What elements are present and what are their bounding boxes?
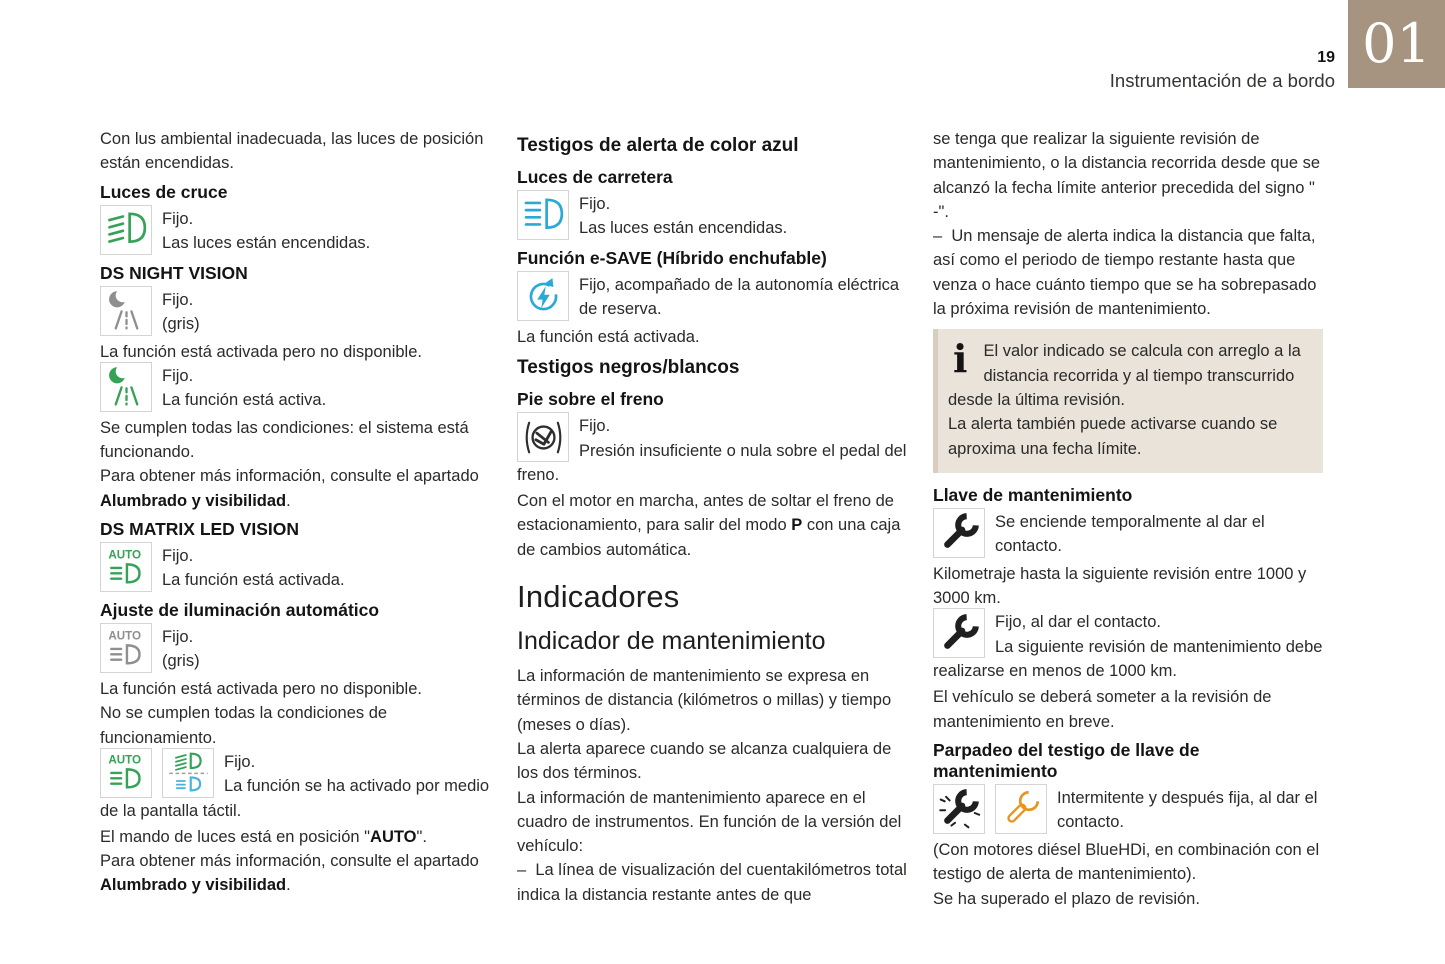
info-icon: i <box>953 336 968 382</box>
indicator-llave-2 <box>933 610 1323 683</box>
indicator-text: Fijo. La función está activada. <box>162 547 345 590</box>
list-item: – Un mensaje de alerta indica la distancia que falta, así como el periodo de tiempo restante hasta que venza o hace cuánto tiempo que se ha sobrepasado la próxima revisión de mantenimiento. <box>933 227 1317 319</box>
indicator-parpadeo <box>933 786 1323 836</box>
heading-llave-mantenimiento: Llave de mantenimiento <box>933 484 1133 505</box>
indicator-text: Fijo, acompañado de la autonomía eléctrica de reserva. <box>579 276 900 319</box>
svg-text:AUTO: AUTO <box>107 548 141 562</box>
indicator-luces-cruce <box>100 207 496 257</box>
note-paragraph: El vehículo se deberá someter a la revisión de mantenimiento en breve. <box>933 688 1272 731</box>
auto-beam-green-icon <box>100 542 152 592</box>
note-paragraph: Con el motor en marcha, antes de soltar el freno de estacionamiento, para salir del modo P con una caja de cambios automática. <box>517 492 901 559</box>
indicator-night-vision-green <box>100 364 496 414</box>
chapter-tab <box>1348 0 1445 88</box>
indicator-text: Fijo. Las luces están encendidas. <box>162 209 371 252</box>
note-paragraph: La función está activada pero no disponible. <box>100 342 422 361</box>
body-paragraph: se tenga que realizar la siguiente revisión de mantenimiento, o la distancia recorrida desde que se alcanzó la fecha límite anterior precedida del signo " -". <box>933 130 1321 221</box>
info-box-text: El valor indicado se calcula con arreglo a la distancia recorrida y al tiempo transcurrido desde la última revisión. <box>948 342 1301 409</box>
auto-beam-gray-icon <box>100 623 152 673</box>
page-title: Instrumentación de a bordo <box>1109 70 1335 91</box>
indicator-text: Fijo. La función se ha activado por medio de la pantalla táctil. <box>100 752 490 820</box>
svg-text:AUTO: AUTO <box>107 754 141 768</box>
info-box <box>933 329 1323 472</box>
note-paragraph: La función está activada. <box>517 328 700 346</box>
high-beam-icon <box>517 190 569 240</box>
night-vision-green-icon <box>100 362 152 412</box>
page-number: 19 <box>1317 49 1335 66</box>
more-info-paragraph: Para obtener más información, consulte el apartado Alumbrado y visibilidad. <box>100 467 479 510</box>
note-paragraph: Se ha superado el plazo de revisión. <box>933 889 1200 908</box>
wrench-icon <box>933 608 985 658</box>
note-paragraph: La función está activada pero no disponible. <box>100 680 422 699</box>
heading-parpadeo-llave: Parpadeo del testigo de llave de mantenimiento <box>933 739 1200 781</box>
heading-testigos-azul: Testigos de alerta de color azul <box>517 135 799 156</box>
heading-testigos-negros: Testigos negros/blancos <box>517 357 740 379</box>
intro-paragraph: Con lus ambiental inadecuada, las luces de posición están encendidas. <box>100 130 484 173</box>
column-left <box>100 127 496 898</box>
heading-matrix-led: DS MATRIX LED VISION <box>100 519 299 540</box>
note-paragraph: (Con motores diésel BlueHDi, en combinación con el testigo de alerta de mantenimiento). <box>933 840 1320 884</box>
indicator-text: Fijo. Las luces están encendidas. <box>579 195 788 238</box>
esave-icon <box>517 271 569 321</box>
heading-esave: Función e-SAVE (Híbrido enchufable) <box>517 248 827 268</box>
wrench-icon <box>933 508 985 558</box>
low-beam-icon <box>100 205 152 255</box>
more-info-paragraph: Para obtener más información, consulte el apartado Alumbrado y visibilidad. <box>100 852 479 895</box>
matrix-dual-beam-icon <box>162 748 214 798</box>
note-paragraph: Se cumplen todas las condiciones: el sistema está funcionando. <box>100 418 469 462</box>
heading-ajuste-iluminacion: Ajuste de iluminación automático <box>100 600 380 621</box>
night-vision-gray-icon <box>100 286 152 336</box>
heading-luces-carretera: Luces de carretera <box>517 167 673 187</box>
indicator-auto-plus-matrix <box>100 750 496 823</box>
chapter-number: 01 <box>1362 12 1431 75</box>
note-paragraph: Kilometraje hasta la siguiente revisión entre 1000 y 3000 km. <box>933 564 1307 608</box>
svg-text:AUTO: AUTO <box>107 629 141 643</box>
heading-night-vision: DS NIGHT VISION <box>100 262 248 283</box>
column-middle <box>517 127 913 907</box>
auto-beam-green-icon <box>100 748 152 798</box>
heading-indicadores: Indicadores <box>517 579 680 615</box>
note-paragraph: No se cumplen todas la condiciones de funcionamiento. <box>100 704 388 747</box>
indicator-text: Fijo. (gris) <box>162 290 200 333</box>
indicator-text: Intermitente y después fija, al dar el contacto. <box>1057 788 1318 832</box>
indicator-text: Fijo. La función está activa. <box>162 366 327 410</box>
indicator-auto-gray <box>100 625 496 675</box>
indicator-night-vision-gray <box>100 288 496 338</box>
heading-pie-freno: Pie sobre el freno <box>517 389 664 410</box>
flashing-wrench-icon <box>933 784 985 834</box>
body-paragraph: La alerta aparece cuando se alcanza cualquiera de los dos términos. <box>517 739 892 783</box>
brake-pedal-icon <box>517 412 569 462</box>
heading-indicador-mantenimiento: Indicador de mantenimiento <box>517 627 826 656</box>
body-paragraph: La información de mantenimiento se expresa en términos de distancia (kilómetros o millas) y tiempo (meses o días). <box>517 667 892 734</box>
indicator-text: Fijo. Presión insuficiente o nula sobre el pedal del freno. <box>517 417 907 484</box>
indicator-matrix-auto-green <box>100 544 496 594</box>
indicator-text: Fijo, al dar el contacto. La siguiente revisión de mantenimiento debe realizarse en menos de 1000 km. <box>933 613 1323 681</box>
indicator-text: Se enciende temporalmente al dar el contacto. <box>995 512 1265 556</box>
note-paragraph: El mando de luces está en posición "AUTO". <box>100 827 427 846</box>
indicator-llave-1 <box>933 510 1323 560</box>
column-right <box>933 127 1323 911</box>
indicator-pie-freno <box>517 414 913 487</box>
indicator-text: Fijo. (gris) <box>162 628 200 671</box>
wrench-outline-orange-icon <box>995 784 1047 834</box>
indicator-luces-carretera <box>517 192 913 242</box>
indicator-esave <box>517 273 913 323</box>
heading-luces-cruce: Luces de cruce <box>100 181 228 202</box>
list-item: – La línea de visualización del cuentakilómetros total indica la distancia restante antes de que <box>517 861 907 904</box>
body-paragraph: La información de mantenimiento aparece en el cuadro de instrumentos. En función de la versión del vehículo: <box>517 788 902 856</box>
info-box-text: La alerta también puede activarse cuando se aproxima una fecha límite. <box>948 415 1278 458</box>
